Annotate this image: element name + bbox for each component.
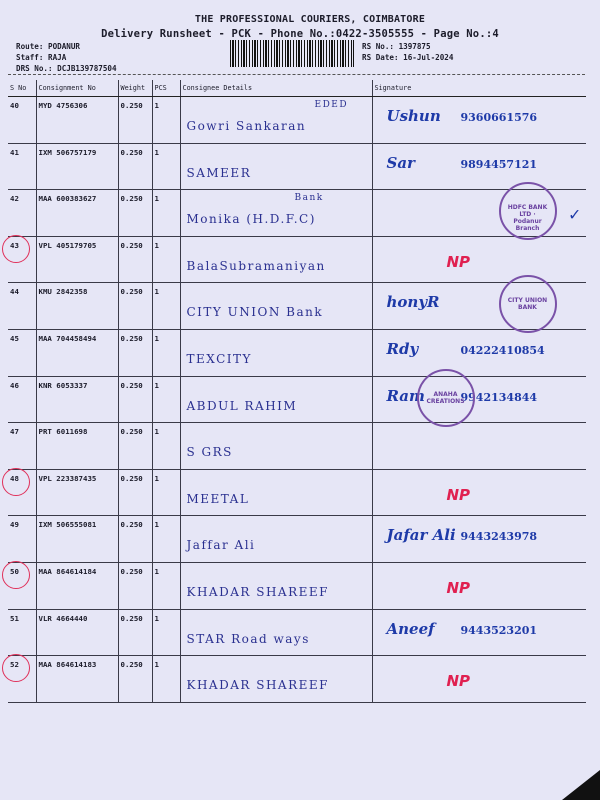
- row-consignment: KNR 6053337: [36, 376, 118, 423]
- row-consignment: PRT 6011698: [36, 423, 118, 470]
- signature-scrawl: Jafar Ali: [386, 526, 456, 545]
- consignee-handwriting: SAMEER: [186, 165, 252, 180]
- row-pcs: 1: [152, 143, 180, 190]
- row-consignment: MYD 4756306: [36, 97, 118, 144]
- row-sno: 44: [8, 283, 36, 330]
- table-row: [8, 190, 586, 237]
- col-pcs: PCS: [152, 80, 180, 97]
- row-pcs: 1: [152, 283, 180, 330]
- not-present-mark: NP: [446, 485, 471, 504]
- row-weight: 0.250: [118, 236, 152, 283]
- row-consignment: VLR 4664440: [36, 609, 118, 656]
- signature-scrawl: Aneef: [386, 619, 435, 638]
- consignee-note: EDED: [314, 100, 349, 110]
- row-signature: [372, 143, 586, 190]
- row-sno-text: 52: [10, 660, 19, 670]
- stamp-text: ANAHA CREATIONS: [426, 390, 465, 405]
- row-consignee: [180, 656, 372, 703]
- row-pcs: 1: [152, 562, 180, 609]
- runsheet-subtitle: Delivery Runsheet - PCK - Phone No.:0422-3505555 - Page No.:4: [101, 28, 499, 40]
- consignee-handwriting: KHADAR SHAREEF: [186, 678, 329, 693]
- row-sno: [8, 562, 36, 609]
- row-consignee: [180, 516, 372, 563]
- row-consignment: KMU 2842358: [36, 283, 118, 330]
- table-row: [8, 562, 586, 609]
- row-consignment: MAA 864614183: [36, 656, 118, 703]
- phone-number: 04222410854: [460, 343, 545, 357]
- bank-stamp: [499, 182, 557, 240]
- row-consignment: VPL 405179705: [36, 236, 118, 283]
- row-weight: 0.250: [118, 97, 152, 144]
- row-sno-text: 48: [10, 473, 19, 483]
- signature-scrawl: Ushun: [386, 107, 441, 125]
- barcode: [230, 40, 354, 67]
- circle-mark: [2, 561, 30, 589]
- row-weight: 0.250: [118, 329, 152, 376]
- row-consignee: [180, 97, 372, 144]
- table-row: [8, 236, 586, 283]
- table-row: [8, 376, 586, 423]
- row-weight: 0.250: [118, 609, 152, 656]
- phone-number: 9894457121: [460, 157, 538, 171]
- row-consignment: MAA 864614184: [36, 562, 118, 609]
- rs-number: RS No.: 1397875: [362, 42, 431, 51]
- row-sno: 47: [8, 423, 36, 470]
- row-signature: [372, 562, 586, 609]
- row-consignee: [180, 376, 372, 423]
- col-consignee: Consignee Details: [180, 80, 372, 97]
- col-weight: Weight: [118, 80, 152, 97]
- row-pcs: 1: [152, 190, 180, 237]
- consignee-handwriting: TEXCITY: [186, 351, 252, 366]
- company-title: THE PROFESSIONAL COURIERS, COIMBATORE: [194, 14, 426, 25]
- row-sno: [8, 236, 36, 283]
- phone-number: 9443243978: [460, 530, 538, 544]
- row-pcs: 1: [152, 469, 180, 516]
- row-weight: 0.250: [118, 190, 152, 237]
- row-sno: 49: [8, 516, 36, 563]
- row-sno-text: 50: [10, 566, 19, 576]
- row-weight: 0.250: [118, 143, 152, 190]
- consignee-handwriting: KHADAR SHAREEF: [186, 584, 329, 599]
- route-label: Route: PODANUR: [16, 42, 81, 51]
- row-pcs: 1: [152, 516, 180, 563]
- row-sno: 46: [8, 376, 36, 423]
- row-consignment: IXM 506757179: [36, 143, 118, 190]
- row-pcs: 1: [152, 423, 180, 470]
- col-signature: Signature: [372, 80, 586, 97]
- row-consignee: [180, 329, 372, 376]
- row-signature: [372, 97, 586, 144]
- row-weight: 0.250: [118, 562, 152, 609]
- not-present-mark: NP: [446, 672, 471, 691]
- row-signature: [372, 423, 586, 470]
- row-weight: 0.250: [118, 469, 152, 516]
- phone-number: 9360661576: [460, 111, 538, 124]
- row-sno: [8, 469, 36, 516]
- row-weight: 0.250: [118, 516, 152, 563]
- header-divider: [8, 74, 585, 75]
- circle-mark: [2, 654, 30, 682]
- circle-mark: [2, 235, 30, 263]
- row-consignment: MAA 704458494: [36, 329, 118, 376]
- row-signature: [372, 516, 586, 563]
- consignee-handwriting: ABDUL RAHIM: [186, 398, 298, 413]
- row-weight: 0.250: [118, 656, 152, 703]
- row-pcs: 1: [152, 656, 180, 703]
- row-consignee: [180, 283, 372, 330]
- table-row: [8, 469, 586, 516]
- table-row: [8, 283, 586, 330]
- row-consignee: [180, 190, 372, 237]
- table-row: [8, 423, 586, 470]
- consignee-handwriting: BalaSubramaniyan: [186, 258, 326, 273]
- row-signature: [372, 376, 586, 423]
- col-consignment: Consignment No: [36, 80, 118, 97]
- row-pcs: 1: [152, 236, 180, 283]
- circle-mark: [2, 468, 30, 496]
- row-pcs: 1: [152, 329, 180, 376]
- consignee-handwriting: Jaffar Ali: [186, 538, 256, 553]
- not-present-mark: NP: [446, 578, 471, 597]
- row-sno: 45: [8, 329, 36, 376]
- stamp-text: HDFC BANK LTD · Podanur Branch: [507, 204, 548, 233]
- phone-number: 9443523201: [460, 623, 538, 637]
- table-row: [8, 609, 586, 656]
- row-sno: 51: [8, 609, 36, 656]
- table-row: [8, 329, 586, 376]
- row-signature: [372, 283, 586, 330]
- table-row: [8, 97, 586, 144]
- row-consignment: MAA 600383627: [36, 190, 118, 237]
- rs-date: RS Date: 16-Jul-2024: [362, 53, 454, 62]
- row-pcs: 1: [152, 97, 180, 144]
- scan-shadow: [562, 770, 600, 800]
- row-consignee: [180, 469, 372, 516]
- row-consignment: VPL 223387435: [36, 469, 118, 516]
- bank-stamp: [499, 275, 557, 333]
- signature-scrawl: Ram: [386, 386, 425, 405]
- consignee-handwriting: Monika (H.D.F.C): [186, 212, 316, 227]
- table-header-row: [8, 80, 586, 97]
- row-signature: [372, 190, 586, 237]
- row-pcs: 1: [152, 376, 180, 423]
- drs-number: DRS No.: DCJB139787504: [16, 64, 117, 73]
- row-pcs: 1: [152, 609, 180, 656]
- row-sno: 40: [8, 97, 36, 144]
- table-row: [8, 143, 586, 190]
- row-consignee: [180, 143, 372, 190]
- table-row: [8, 656, 586, 703]
- staff-label: Staff: RAJA: [16, 53, 67, 62]
- consignee-handwriting: S GRS: [186, 445, 233, 460]
- row-signature: [372, 609, 586, 656]
- bank-stamp: [417, 369, 475, 427]
- row-signature: [372, 469, 586, 516]
- table-row: [8, 516, 586, 563]
- row-sno: [8, 656, 36, 703]
- row-consignee: [180, 236, 372, 283]
- row-sno: 41: [8, 143, 36, 190]
- row-consignee: [180, 562, 372, 609]
- not-present-mark: NP: [446, 252, 471, 271]
- consignee-handwriting: STAR Road ways: [186, 631, 310, 646]
- phone-number: 9942134844: [460, 390, 538, 404]
- signature-scrawl: Rdy: [386, 339, 419, 358]
- consignee-handwriting: Gowri Sankaran: [186, 119, 307, 133]
- row-signature: [372, 329, 586, 376]
- consignee-handwriting: MEETAL: [186, 491, 250, 506]
- row-signature: [372, 236, 586, 283]
- consignee-note: Bank: [294, 193, 324, 204]
- row-signature: [372, 656, 586, 703]
- row-sno: 42: [8, 190, 36, 237]
- runsheet-table: [8, 80, 586, 703]
- row-weight: 0.250: [118, 283, 152, 330]
- row-sno-text: 43: [10, 240, 19, 250]
- row-consignment: IXM 506555081: [36, 516, 118, 563]
- consignee-handwriting: CITY UNION Bank: [186, 305, 324, 320]
- row-weight: 0.250: [118, 376, 152, 423]
- signature-scrawl: Sar: [386, 153, 415, 172]
- row-weight: 0.250: [118, 423, 152, 470]
- row-consignee: [180, 609, 372, 656]
- signature-scrawl: honyR: [386, 293, 440, 312]
- row-consignee: [180, 423, 372, 470]
- check-mark-icon: ✓: [569, 204, 580, 226]
- stamp-text: CITY UNION BANK: [507, 297, 548, 312]
- col-sno: S No: [8, 80, 36, 97]
